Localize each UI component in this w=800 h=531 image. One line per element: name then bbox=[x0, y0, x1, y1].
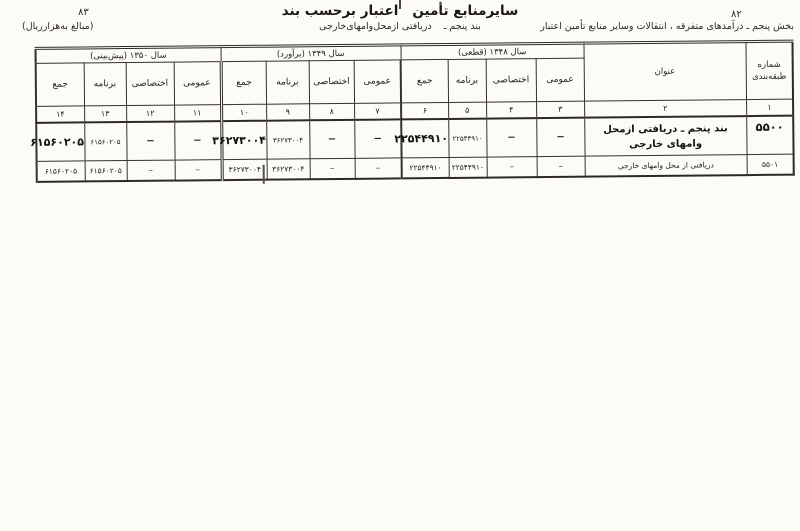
col-header-barnameh-1349: برنامه bbox=[266, 61, 309, 104]
cell-1348-ekhtesasi: – bbox=[487, 157, 537, 178]
col-header-omoomi-1349: عمومی bbox=[354, 60, 401, 103]
doc-subtitle-left-part: دریافتی ازمحل‌وامهای‌خارجی bbox=[319, 21, 432, 32]
col-number-2: ۲ bbox=[584, 100, 746, 118]
col-header-code-line2: طبقه‌بندی bbox=[752, 71, 787, 83]
col-number-4: ۴ bbox=[486, 102, 536, 119]
col-header-jam-1349: جمع bbox=[221, 61, 266, 104]
col-number-12: ۱۲ bbox=[126, 105, 174, 122]
col-header-ekhtesasi-1350: اختصاصی bbox=[126, 62, 174, 105]
budget-table bbox=[30, 40, 794, 183]
doc-title-right-part: سایرمنابع تأمین bbox=[412, 3, 519, 19]
row-code: ۵۵۰۰ bbox=[746, 116, 793, 155]
cell-1350-ekhtesasi: − bbox=[126, 122, 174, 161]
col-number-11: ۱۱ bbox=[174, 105, 221, 122]
page-fold-mark-bottom bbox=[263, 165, 265, 184]
col-number-3: ۳ bbox=[536, 101, 584, 118]
cell-1350-omoomi: − bbox=[174, 121, 221, 160]
row-title bbox=[584, 116, 746, 156]
cell-1348-ekhtesasi: − bbox=[486, 118, 536, 157]
col-number-1: ۱ bbox=[746, 99, 793, 116]
col-number-8: ۸ bbox=[309, 103, 354, 120]
cell-1349-ekhtesasi: – bbox=[310, 158, 355, 179]
col-number-6: ۶ bbox=[401, 102, 448, 119]
row-title-line1: بند پنجم ـ دریافتی ازمحل bbox=[603, 122, 728, 135]
unit-note: (مبالغ به‌هزارریال) bbox=[22, 21, 94, 32]
page-fold-mark-top bbox=[399, 0, 401, 9]
cell-1350-ekhtesasi: – bbox=[127, 160, 175, 181]
year-header-1350: سال ۱۳۵۰ (پیش‌بینی) bbox=[36, 47, 221, 64]
page-number-right: ۸۲ bbox=[731, 9, 742, 20]
row-title: دریافتی از محل وامهای خارجی bbox=[585, 155, 747, 177]
cell-1349-barnameh: ۳۶۲۷۳۰۰۴ bbox=[266, 120, 309, 159]
section-note: بخش پنجم ـ درآمدهای متفرقه ، انتقالات وسایر منابع تأمین اعتبار bbox=[540, 21, 794, 32]
cell-1350-barnameh: ۶۱۵۶۰۲۰۵ bbox=[85, 161, 127, 182]
cell-1349-ekhtesasi: − bbox=[309, 120, 354, 159]
col-header-code bbox=[746, 41, 794, 99]
cell-1350-barnameh: ۶۱۵۶۰۲۰۵ bbox=[84, 122, 126, 161]
row-title-line2: وامهای خارجی bbox=[629, 138, 703, 150]
cell-1349-omoomi: − bbox=[354, 119, 401, 158]
col-number-7: ۷ bbox=[354, 103, 401, 120]
cell-1349-jam: ۳۶۲۷۳۰۰۴ bbox=[222, 159, 267, 180]
col-header-omoomi-1350: عمومی bbox=[174, 62, 221, 105]
cell-1348-omoomi: – bbox=[537, 156, 585, 177]
cell-1350-jam: ۶۱۵۶۰۲۰۵ bbox=[36, 122, 84, 161]
col-header-code-line1: شماره bbox=[757, 59, 781, 70]
cell-1348-barnameh: ۲۲۵۴۴۹۱۰ bbox=[448, 119, 486, 158]
cell-1349-jam: ۳۶۲۷۳۰۰۴ bbox=[221, 121, 266, 160]
col-number-13: ۱۳ bbox=[84, 106, 126, 123]
col-header-ekhtesasi-1349: اختصاصی bbox=[309, 60, 354, 103]
row-code: ۵۵۰۱ bbox=[747, 154, 794, 175]
doc-subtitle-right-part: بند پنجم ـ bbox=[443, 21, 481, 32]
cell-1348-barnameh: ۲۲۵۴۴۹۱۰ bbox=[449, 157, 487, 178]
col-number-14: ۱۴ bbox=[36, 106, 84, 123]
doc-title-left-part: اعتبار برحسب بند bbox=[281, 3, 399, 19]
year-header-1348: سال ۱۳۴۸ (قطعی) bbox=[401, 43, 584, 60]
cell-1350-omoomi: – bbox=[175, 160, 222, 181]
col-number-5: ۵ bbox=[448, 102, 486, 119]
cell-1349-omoomi: – bbox=[355, 158, 402, 179]
col-header-title: عنوان bbox=[584, 42, 747, 102]
page-number-left: ۸۳ bbox=[78, 7, 89, 18]
year-header-1349: سال ۱۳۴۹ (برآورد) bbox=[221, 45, 401, 62]
col-header-barnameh-1350: برنامه bbox=[84, 63, 126, 106]
cell-1348-omoomi: − bbox=[536, 118, 584, 157]
col-header-jam-1350: جمع bbox=[36, 63, 84, 106]
col-number-9: ۹ bbox=[266, 104, 309, 121]
col-header-barnameh-1348: برنامه bbox=[448, 59, 486, 102]
col-header-ekhtesasi-1348: اختصاصی bbox=[486, 59, 536, 102]
col-header-omoomi-1348: عمومی bbox=[536, 58, 584, 101]
cell-1349-barnameh: ۳۶۲۷۳۰۰۴ bbox=[267, 159, 310, 180]
budget-table-wrapper bbox=[30, 40, 792, 183]
cell-1348-jam: ۲۲۵۴۴۹۱۰ bbox=[401, 119, 448, 158]
cell-1350-jam: ۶۱۵۶۰۲۰۵ bbox=[37, 161, 85, 182]
col-header-jam-1348: جمع bbox=[401, 59, 448, 102]
cell-1348-jam: ۲۲۵۴۴۹۱۰ bbox=[402, 157, 449, 178]
col-number-10: ۱۰ bbox=[221, 104, 266, 121]
